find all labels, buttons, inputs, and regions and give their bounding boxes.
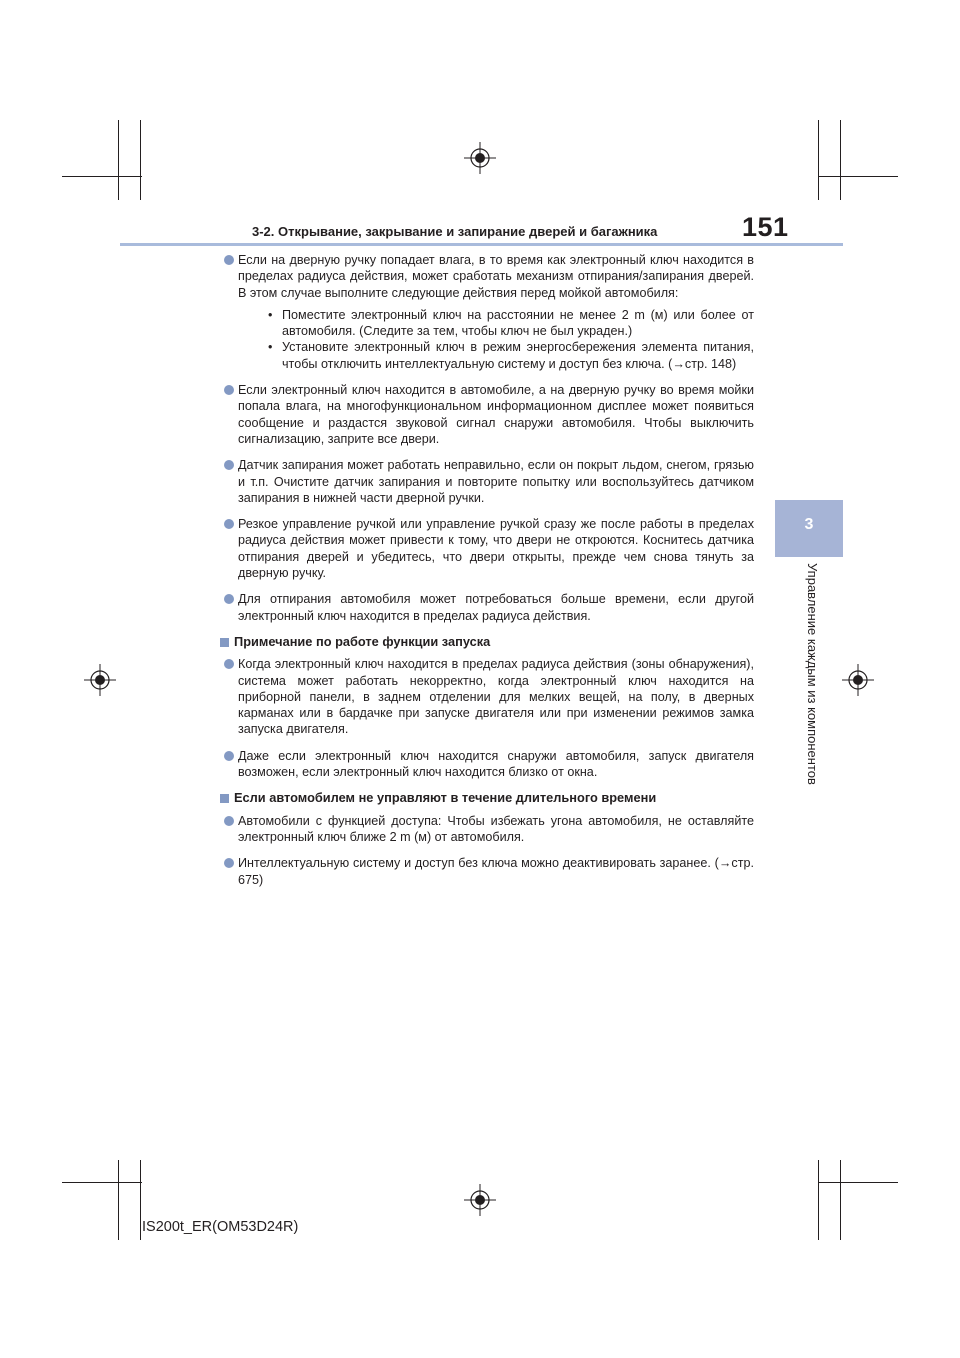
bullet-icon [224, 659, 234, 669]
note-text: Если электронный ключ находится в автомобиле, а на дверную ручку во время мойки попала влага, на многофункциональном информационном дисплее может появиться сообщение и раздастся звуковой сигнал снаружи автомобиля. Чтобы выключить сигнализацию, заприте все двери. [238, 383, 754, 446]
note-text: Автомобили с функцией доступа: Чтобы избежать угона автомобиля, не оставляйте электронный ключ ближе 2 m (м) от автомобиля. [238, 813, 754, 844]
note-paragraph [222, 813, 754, 846]
crop-mark [118, 120, 119, 200]
crop-mark [118, 1160, 119, 1240]
chapter-title: Управление каждым из компонентов [805, 563, 820, 785]
crop-mark [140, 120, 141, 200]
bullet-icon [224, 385, 234, 395]
crop-mark [140, 1160, 141, 1240]
crop-mark [840, 1160, 841, 1240]
dot-icon: • [268, 340, 273, 355]
note-paragraph [222, 516, 754, 581]
crop-mark [62, 176, 142, 177]
note-text: Если на дверную ручку попадает влага, в то время как электронный ключ находится в пределах радиуса действия, может сработать механизм отпирания/запирания дверей. В этом случае выполните следующие действия перед мойкой автомобиля: [238, 253, 754, 300]
note-paragraph [222, 252, 754, 372]
page-number: 151 [742, 212, 789, 242]
manual-code: IS200t_ER(OM53D24R) [142, 1219, 299, 1235]
registration-mark-icon [84, 664, 116, 696]
registration-mark-icon [464, 142, 496, 174]
bullet-icon [224, 594, 234, 604]
sub-list [238, 307, 754, 372]
crop-mark [818, 176, 898, 177]
chapter-number: 3 [804, 516, 814, 533]
crop-mark [840, 120, 841, 200]
note-text: Для отпирания автомобиля может потребоваться больше времени, если другой электронный ключ находится в пределах радиуса действия. [238, 592, 754, 623]
note-paragraph [222, 457, 754, 506]
note-text: Даже если электронный ключ находится снаружи автомобиля, запуск двигателя возможен, если электронный ключ находится близко от окна. [238, 748, 754, 780]
header-rule [120, 243, 843, 246]
registration-mark-icon [464, 1184, 496, 1216]
section-heading-text: Примечание по работе функции запуска [234, 633, 491, 649]
note-paragraph [222, 748, 754, 781]
page-body [222, 252, 754, 898]
section-title: 3-2. Открывание, закрывание и запирание дверей и багажника [252, 224, 658, 239]
sub-list-item [268, 307, 754, 340]
bullet-icon [224, 255, 234, 265]
chapter-tab [775, 500, 843, 557]
bullet-icon [224, 751, 234, 761]
sub-item-text: Установите электронный ключ в режим энергосбережения элемента питания, чтобы отключить интеллектуальную систему и доступ без ключа. (→стр. 148) [282, 340, 754, 371]
bullet-icon [224, 816, 234, 826]
note-text: Резкое управление ручкой или управление ручкой сразу же после работы в пределах радиуса действия может привести к тому, что двери не откроются. Коснитесь датчика отпирания дверей и убедитесь, что двери открыты, прежде чем снова тянуть за дверную ручку. [238, 517, 754, 581]
note-paragraph [222, 855, 754, 888]
crop-mark [818, 1182, 898, 1183]
bullet-icon [224, 460, 234, 470]
section-heading-text: Если автомобилем не управляют в течение длительного времени [234, 790, 657, 806]
crop-mark [818, 120, 819, 200]
note-text: Интеллектуальную систему и доступ без ключа можно деактивировать заранее. (→стр. 675) [238, 856, 754, 887]
square-bullet-icon [220, 794, 229, 803]
bullet-icon [224, 858, 234, 868]
note-text: Когда электронный ключ находится в пределах радиуса действия (зоны обнаружения), система может работать некорректно, когда электронный ключ находится на приборной панели, в заднем отделении для мелких вещей, на полу, в дверных карманах или в бардачке при запуске двигателя или при изменении режимов замка запуска двигателя. [238, 657, 754, 737]
sub-list-item [268, 339, 754, 372]
crop-mark [62, 1182, 142, 1183]
section-heading [220, 634, 754, 650]
square-bullet-icon [220, 638, 229, 647]
note-paragraph [222, 382, 754, 447]
crop-mark [818, 1160, 819, 1240]
registration-mark-icon [842, 664, 874, 696]
note-paragraph [222, 591, 754, 624]
sub-item-text: Поместите электронный ключ на расстоянии не менее 2 m (м) или более от автомобиля. (Следите за тем, чтобы ключ не был украден.) [282, 307, 754, 339]
dot-icon: • [268, 307, 273, 322]
note-text: Датчик запирания может работать неправильно, если он покрыт льдом, снегом, грязью и т.п. Очистите датчик запирания и повторите попытку или воспользуйтесь датчиком запирания в нижней части дверной ручки. [238, 458, 754, 505]
bullet-icon [224, 519, 234, 529]
section-heading [220, 790, 754, 806]
note-paragraph [222, 656, 754, 737]
